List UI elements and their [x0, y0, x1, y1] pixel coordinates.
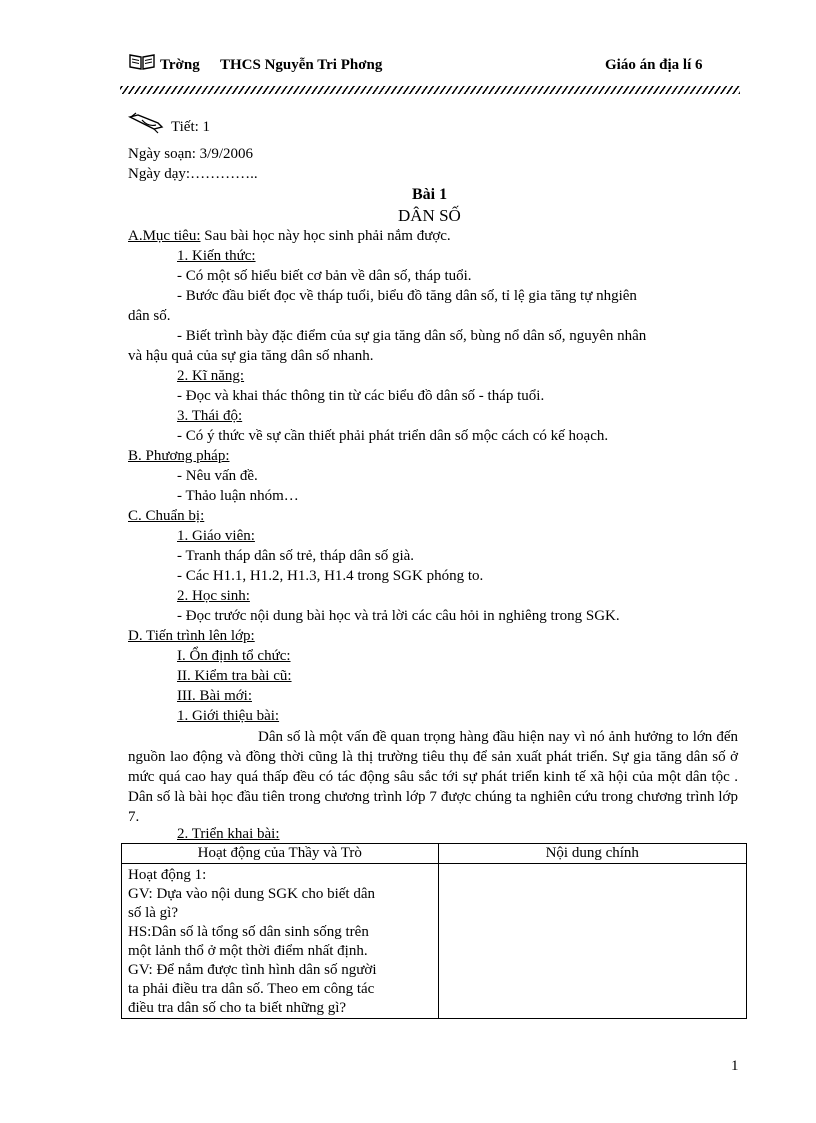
table-header-row [122, 844, 747, 864]
activity-line: Hoạt động 1: [128, 867, 207, 883]
attitude-item-1: - Có ý thức về sự cần thiết phải phát triển dân số mộc cách có kế hoạch. [177, 428, 609, 444]
activity-line: số là gì? [128, 905, 178, 921]
period-label: Tiết: 1 [171, 119, 211, 135]
knowledge-heading: 1. Kiến thức: [177, 248, 256, 264]
lesson-title: DÂN SỐ [398, 206, 461, 225]
table-row [122, 864, 747, 1019]
activity-line: điều tra dân số cho ta biết những gì? [128, 1000, 347, 1016]
skills-heading: 2. Kĩ năng: [177, 368, 245, 384]
knowledge-item-3b: và hậu quả của sự gia tăng dân số nhanh. [128, 348, 374, 364]
knowledge-item-2a: - Bước đầu biết đọc về tháp tuổi, biểu đồ tăng dân số, tỉ lệ gia tăng tự nhgiên [177, 288, 637, 304]
teacher-item-1: - Tranh tháp dân số trẻ, tháp dân số già. [177, 548, 415, 564]
procedure-step-3: III. Bài mới: [177, 688, 252, 704]
activity-line: GV: Để nắm được tình hình dân số người [128, 962, 377, 978]
methods-heading: B. Phương pháp: [128, 448, 230, 464]
table-header-activities: Hoạt động của Thầy và Trò [122, 844, 439, 864]
activity-line: GV: Dựa vào nội dung SGK cho biết dân [128, 886, 375, 902]
procedure-heading: D. Tiến trình lên lớp: [128, 628, 255, 644]
header-divider [120, 86, 740, 94]
skills-item-1: - Đọc và khai thác thông tin từ các biểu đồ dân số - tháp tuổi. [177, 388, 545, 404]
procedure-step-1: I. Ổn định tổ chức: [177, 648, 291, 664]
page-number: 1 [731, 1058, 739, 1074]
teacher-heading: 1. Giáo viên: [177, 528, 255, 544]
objectives-line [128, 228, 451, 245]
methods-item-1: - Nêu vấn đề. [177, 468, 258, 484]
procedure-step-2: II. Kiểm tra bài cũ: [177, 668, 292, 684]
activity-cell [122, 864, 439, 1019]
objectives-heading: A.Mục tiêu: [128, 228, 201, 244]
teacher-item-2: - Các H1.1, H1.2, H1.3, H1.4 trong SGK phóng to. [177, 568, 484, 584]
student-heading: 2. Học sinh: [177, 588, 250, 604]
school-prefix: Trờng [160, 57, 200, 73]
student-item-1: - Đọc trước nội dung bài học và trả lời các câu hỏi in nghiêng trong SGK. [177, 608, 620, 624]
activity-line: một lảnh thổ ở một thời điểm nhất định. [128, 943, 368, 959]
writing-hand-icon [128, 111, 168, 140]
activity-line: HS:Dân số là tổng số dân sinh sống trên [128, 924, 369, 940]
intro-paragraph: Dân số là một vấn đề quan trọng hàng đầu hiện nay vì nó ảnh hưởng to lớn đến nguồn lao động và đồng thời cũng là thị trường tiêu thụ để sản xuất phát triển. Sự gia tăng dân số ở mức quá cao hay quá thấp đều có tác động sâu sắc tới sự phát triển kinh tế xã hội của một dân tộc . Dân số là bài học đầu tiên trong chương trình lớp 7 được chúng ta nghiên cứu trong chương trình lớp 7. [128, 729, 738, 825]
knowledge-item-1: - Có một số hiểu biết cơ bản về dân số, tháp tuổi. [177, 268, 472, 284]
teach-date: Ngày dạy:………….. [128, 166, 258, 182]
prepared-date: Ngày soạn: 3/9/2006 [128, 146, 253, 162]
content-cell [438, 864, 746, 1019]
school-name: THCS Nguyễn Tri Phơng [220, 57, 383, 73]
open-book-icon [128, 52, 156, 75]
knowledge-item-3a: - Biết trình bày đặc điểm của sự gia tăng dân số, bùng nổ dân số, nguyên nhân [177, 328, 647, 344]
table-header-content: Nội dung chính [438, 844, 746, 864]
objectives-intro: Sau bài học này học sinh phải nắm được. [200, 228, 451, 244]
develop-heading: 2. Triển khai bài: [177, 826, 280, 842]
knowledge-item-2b: dân số. [128, 308, 171, 324]
activity-line: ta phải điều tra dân số. Theo em công tác [128, 981, 375, 997]
activity-table [121, 843, 747, 1019]
lesson-number: Bài 1 [412, 186, 448, 203]
methods-item-2: - Thảo luận nhóm… [177, 488, 299, 504]
subject-title: Giáo án địa lí 6 [605, 57, 703, 73]
attitude-heading: 3. Thái độ: [177, 408, 243, 424]
preparation-heading: C. Chuẩn bị: [128, 508, 205, 524]
intro-heading: 1. Giới thiệu bài: [177, 708, 280, 724]
